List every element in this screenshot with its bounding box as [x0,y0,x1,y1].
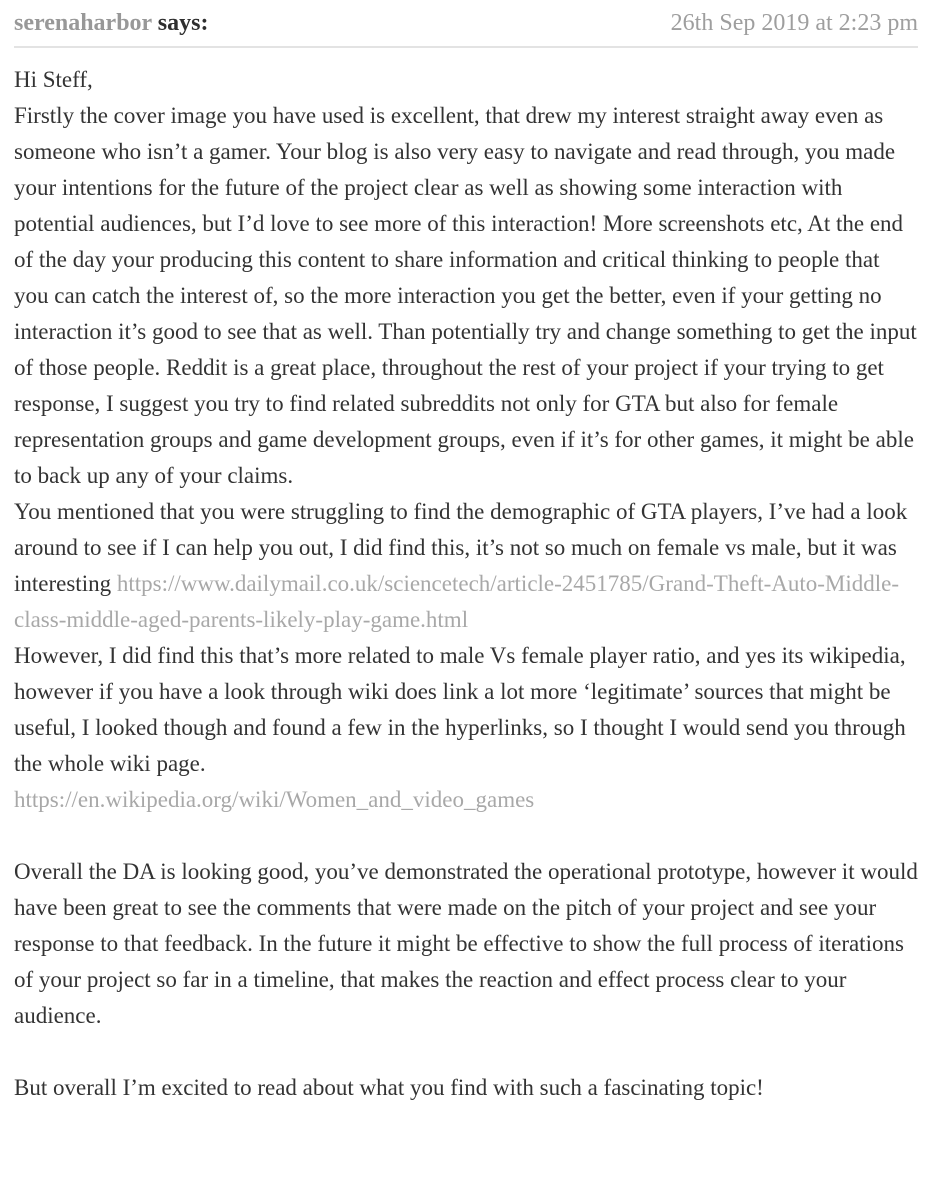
comment-body [14,48,918,1106]
dailymail-article-link[interactable]: https://www.dailymail.co.uk/sciencetech/article-2451785/Grand-Theft-Auto-Middle-class-middle-aged-parents-likely-play-game.html [14,571,900,632]
author-link[interactable]: serenaharbor [14,10,152,36]
comment-timestamp-link[interactable]: 26th Sep 2019 at 2:23 pm [670,10,918,36]
demographic-text: You mentioned that you were struggling to find the demographic of GTA players, I’ve had a look around to see if I can help you out, I did find this, it’s not so much on female vs male, but it was interesting [14,499,908,596]
comment-paragraph-main [14,62,918,818]
comment-author [14,6,208,40]
greeting-line: Hi Steff, [14,67,93,92]
says-label: says: [151,10,209,36]
comment-header [14,6,918,40]
comment-paragraph-overall: Overall the DA is looking good, you’ve demonstrated the operational prototype, however it would have been great to see the comments that were made on the pitch of your project and see your response to that feedback. In the future it might be effective to show the full process of iterations of your project so far in a timeline, that makes the reaction and effect process clear to your audience. [14,859,918,1028]
wikipedia-intro-text: However, I did find this that’s more related to male Vs female player ratio, and yes its wikipedia, however if you have a look through wiki does link a lot more ‘legitimate’ sources that might be useful, I looked though and found a few in the hyperlinks, so I thought I would send you through the whole wiki page. [14,643,906,776]
wikipedia-link[interactable]: https://en.wikipedia.org/wiki/Women_and_video_games [14,787,535,812]
feedback-text: Firstly the cover image you have used is excellent, that drew my interest straight away even as someone who isn’t a gamer. Your blog is also very easy to navigate and read through, you made your intentions for the future of the project clear as well as showing some interaction with potential audiences, but I’d love to see more of this interaction! More screenshots etc, At the end of the day your producing this content to share information and critical thinking to people that you can catch the interest of, so the more interaction you get the better, even if your getting no interaction it’s good to see that as well. Than potentially try and change something to get the input of those people. Reddit is a great place, throughout the rest of your project if your trying to get response, I suggest you try to find related subreddits not only for GTA but also for female representation groups and game development groups, even if it’s for other games, it might be able to back up any of your claims. [14,103,917,488]
comment-paragraph-closing: But overall I’m excited to read about what you find with such a fascinating topic! [14,1075,764,1100]
